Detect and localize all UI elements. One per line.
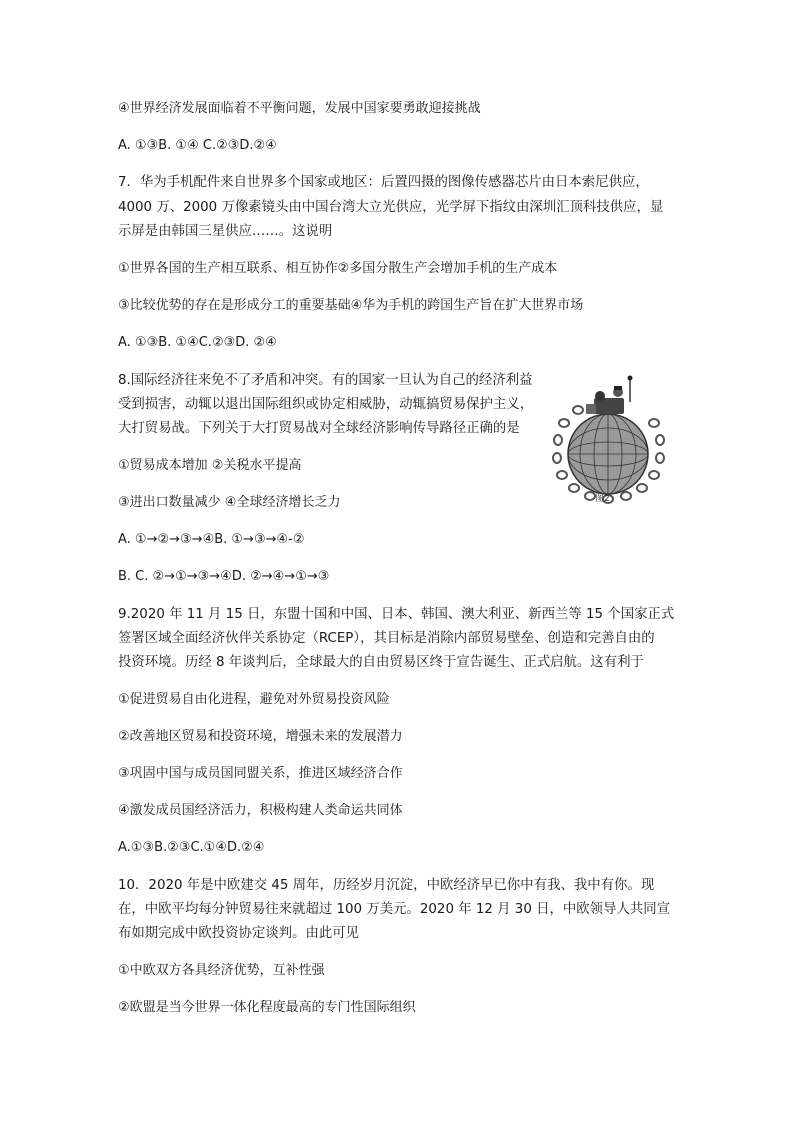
q9-stem-line-2: 签署区域全面经济伙伴关系协定（RCEP），其目标是消除内部贸易壁垒、创造和完善自由的 <box>118 631 655 646</box>
q7-stem-line-3: 示屏是由韩国三星供应……。这说明 <box>118 224 333 239</box>
q7-items-line-1: ①世界各国的生产相互联系、相互协作②多国分散生产会增加手机的生产成本 <box>118 261 558 276</box>
cartoon-figures <box>586 376 633 415</box>
q8-options-line-2: B. C. ②→①→③→④D. ②→④→①→③ <box>118 569 330 584</box>
q8-stem-line-2: 受到损害，动辄以退出国际组织或协定相威胁，动辄搞贸易保护主义， <box>118 397 534 412</box>
q6-item-4: ④世界经济发展面临着不平衡问题，发展中国家要勇敢迎接挑战 <box>118 101 481 116</box>
q10-stem-line-2: 在，中欧平均每分钟贸易往来就超过 100 万美元。2020 年 12 月 30 日，中欧领导人共同宣 <box>118 902 671 917</box>
q9-options: A.①③B.②③C.①④D.②④ <box>118 840 265 855</box>
figure-caption: 图2 <box>595 494 610 504</box>
q7-options: A. ①③B. ①④C.②③D. ②④ <box>118 335 277 350</box>
q7-stem-line-1: 7．华为手机配件来自世界多个国家或地区：后置四摄的图像传感器芯片由日本索尼供应， <box>118 175 649 190</box>
q8-stem-line-1: 8.国际经济往来免不了矛盾和冲突。有的国家一旦认为自己的经济利益 <box>118 373 533 388</box>
q7-stem-line-2: 4000 万、2000 万像素镜头由中国台湾大立光供应，光学屏下指纹由深圳汇顶科技供应，显 <box>118 200 664 215</box>
q8-items-line-1: ①贸易成本增加 ②关税水平提高 <box>118 458 302 473</box>
q8-options-line-1: A. ①→②→③→④B. ①→③→④-② <box>118 532 305 547</box>
q9-stem-line-3: 投资环境。历经 8 年谈判后，全球最大的自由贸易区终于宣告诞生、正式启航。这有利于 <box>118 655 644 670</box>
q8-stem-line-3: 大打贸易战。下列关于大打贸易战对全球经济影响传导路径正确的是 <box>118 421 520 436</box>
q9-item-1: ①促进贸易自由化进程，避免对外贸易投资风险 <box>118 692 390 707</box>
q8-items-line-2: ③进出口数量减少 ④全球经济增长乏力 <box>118 495 341 510</box>
q9-stem-line-1: 9.2020 年 11 月 15 日，东盟十国和中国、日本、韩国、澳大利亚、新西兰等 15 个国家正式 <box>118 607 675 622</box>
q10-item-2: ②欧盟是当今世界一体化程度最高的专门性国际组织 <box>118 1000 416 1015</box>
q10-stem-line-1: 10．2020 年是中欧建交 45 周年，历经岁月沉淀，中欧经济早已你中有我、我中有你。现 <box>118 878 655 893</box>
q9-item-3: ③巩固中国与成员国同盟关系，推进区域经济合作 <box>118 766 403 781</box>
q9-item-2: ②改善地区贸易和投资环境，增强未来的发展潜力 <box>118 729 403 744</box>
trade-war-globe-figure <box>550 368 668 508</box>
q9-item-4: ④激发成员国经济活力，积极构建人类命运共同体 <box>118 803 403 818</box>
q6-options: A. ①③B. ①④ C.②③D.②④ <box>118 138 277 153</box>
q7-items-line-2: ③比较优势的存在是形成分工的重要基础④华为手机的跨国生产旨在扩大世界市场 <box>118 298 584 313</box>
q10-item-1: ①中欧双方各具经济优势，互补性强 <box>118 963 325 978</box>
q10-stem-line-3: 布如期完成中欧投资协定谈判。由此可见 <box>118 926 360 941</box>
